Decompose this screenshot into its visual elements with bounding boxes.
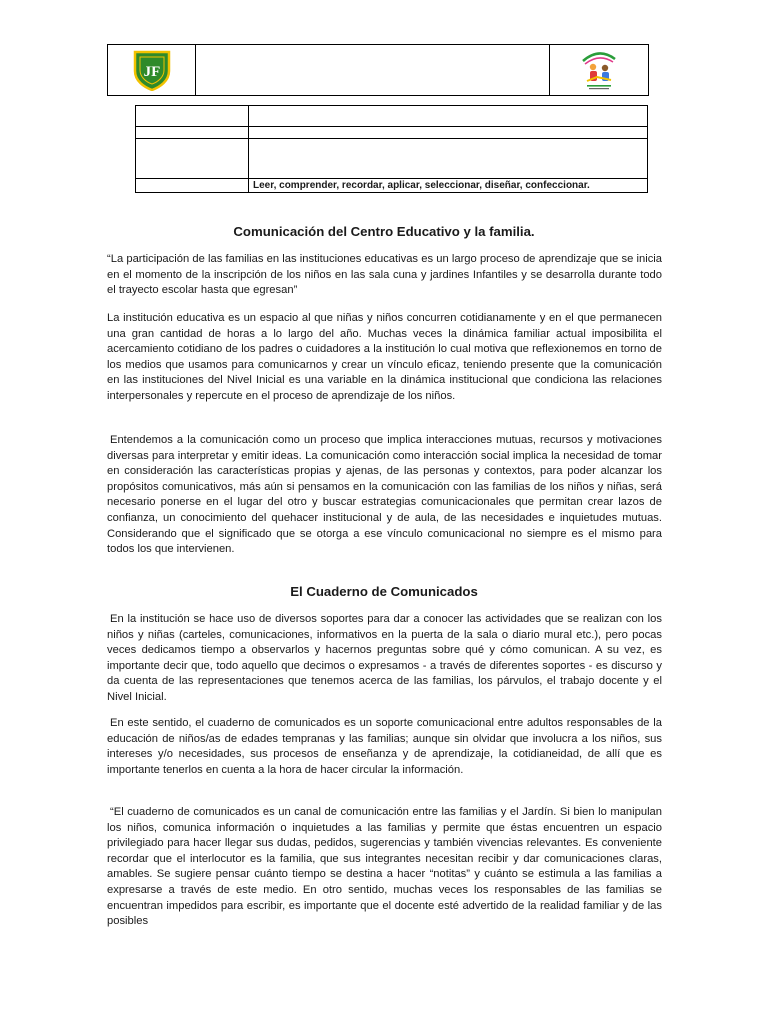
- table-cell-value: Leer, comprender, recordar, aplicar, seleccionar, diseñar, confeccionar.: [249, 179, 648, 193]
- header-right-cell: [550, 45, 648, 95]
- paragraph: “La participación de las familias en las instituciones educativas es un largo proceso de aprendizaje que se inicia en el momento de la inscripción de los niños en las sala cuna y jardines Infantiles y se desarrolla durante todo el trayecto escolar hasta que egresan”: [107, 253, 662, 297]
- paragraph: La institución educativa es un espacio al que niñas y niños concurren cotidianamente y en el que permanecen una gran cantidad de horas a lo largo del año. Muchas veces la dinámica familiar actual imposibilita el acercamiento cotidiano de los padres o cuidadores a la institución lo cual motiva que reflexionemos en torno de los medios que usamos para comunicarnos y crear un vínculo eficaz, teniendo presente que la comunicación en las instituciones del Nivel Inicial es una variable en la dinámica institucional que condiciona las relaciones interpersonales y repercute en el proceso de aprendizaje de los niños.: [107, 312, 662, 402]
- header-middle-cell: [196, 45, 550, 95]
- paragraph: En la institución se hace uso de diversos soportes para dar a conocer las actividades que se realizan con los niños y niñas (carteles, comunicaciones, informativos en la puerta de la sala o diario mural etc.), pero pocas veces dedicamos tiempo a observarlos y hacernos preguntas sobre qué y cómo comunican. A su vez, es importante decir que, todo aquello que decimos o expresamos - a través de diferentes soportes - es discurso y da cuenta de las representaciones que tenemos acerca de las familias, los párvulos, el trabajo docente y el Nivel Inicial.: [107, 613, 662, 703]
- section-title: Comunicación del Centro Educativo y la familia.: [233, 224, 535, 239]
- paragraph: En este sentido, el cuaderno de comunicados es un soporte comunicacional entre adultos responsables de la educación de niños/as de edades tempranas y las familias; aunque sin olvidar que involucra a los niños, sus intereses y/o necesidades, sus procesos de enseñanza y de aprendizaje, la cotidianeidad, de allí que es importante tenerlos en cuenta a la hora de hacer circular la información.: [107, 717, 662, 776]
- table-row: [136, 127, 648, 139]
- table-cell-label: [136, 106, 249, 127]
- table-row: [136, 106, 648, 127]
- colorful-children-logo-icon: [577, 47, 621, 93]
- paragraph: Entendemos a la comunicación como un proceso que implica interacciones mutuas, recursos y motivaciones diversas para interpretar y emitir ideas. La comunicación como interacción social implica la necesidad de tomar en consideración las características propias y ajenas, de las personas y contextos, para poder alcanzar los propósitos comunicativos, más aún si pensamos en la comunicación con las familias de los niños y niñas, será necesario ponerse en el lugar del otro y buscar estrategias comunicacionales que permitan crear lazos de confianza, un conocimiento del quehacer institucional y de aula, de las necesidades e inquietudes mutuas. Considerando que el significado que se otorga a ese vínculo comunicacional no siempre es el mismo para todos los que intervienen.: [107, 434, 662, 556]
- table-cell-value: [249, 106, 648, 127]
- table-row: [136, 139, 648, 179]
- table-cell-label: [136, 127, 249, 139]
- paragraph: “El cuaderno de comunicados es un canal de comunicación entre las familias y el Jardín. Si bien lo manipulan los niños, comunica información o inquietudes a las familias y permite que éstas encuentren un espacio privilegiado para hacer llegar sus dudas, pedidos, sugerencias y también vivencias relevantes. Es conveniente recordar que el interlocutor es la familia, que sus integrantes necesitan recibir y dar comunicaciones claras, amables. Se sugiere pensar cuánto tiempo se destina a hacer “notitas” y cuánto se estimula a las familias a expresarse a través de este medio. En otro sentido, muchas veces los responsables de las familias se encuentran impedidos para escribir, es importante que el docente esté advertido de la realidad familiar y de las posibles: [107, 806, 662, 928]
- table-cell-label: [136, 179, 249, 193]
- info-table: [135, 105, 648, 193]
- logo-text: JF: [143, 64, 160, 80]
- document-header: [107, 44, 649, 96]
- jf-shield-logo-icon: [132, 49, 172, 91]
- table-row: [136, 179, 648, 193]
- table-cell-value: [249, 127, 648, 139]
- section-title: El Cuaderno de Comunicados: [290, 584, 478, 599]
- table-cell-value: [249, 139, 648, 179]
- table-cell-label: [136, 139, 249, 179]
- header-left-cell: [108, 45, 196, 95]
